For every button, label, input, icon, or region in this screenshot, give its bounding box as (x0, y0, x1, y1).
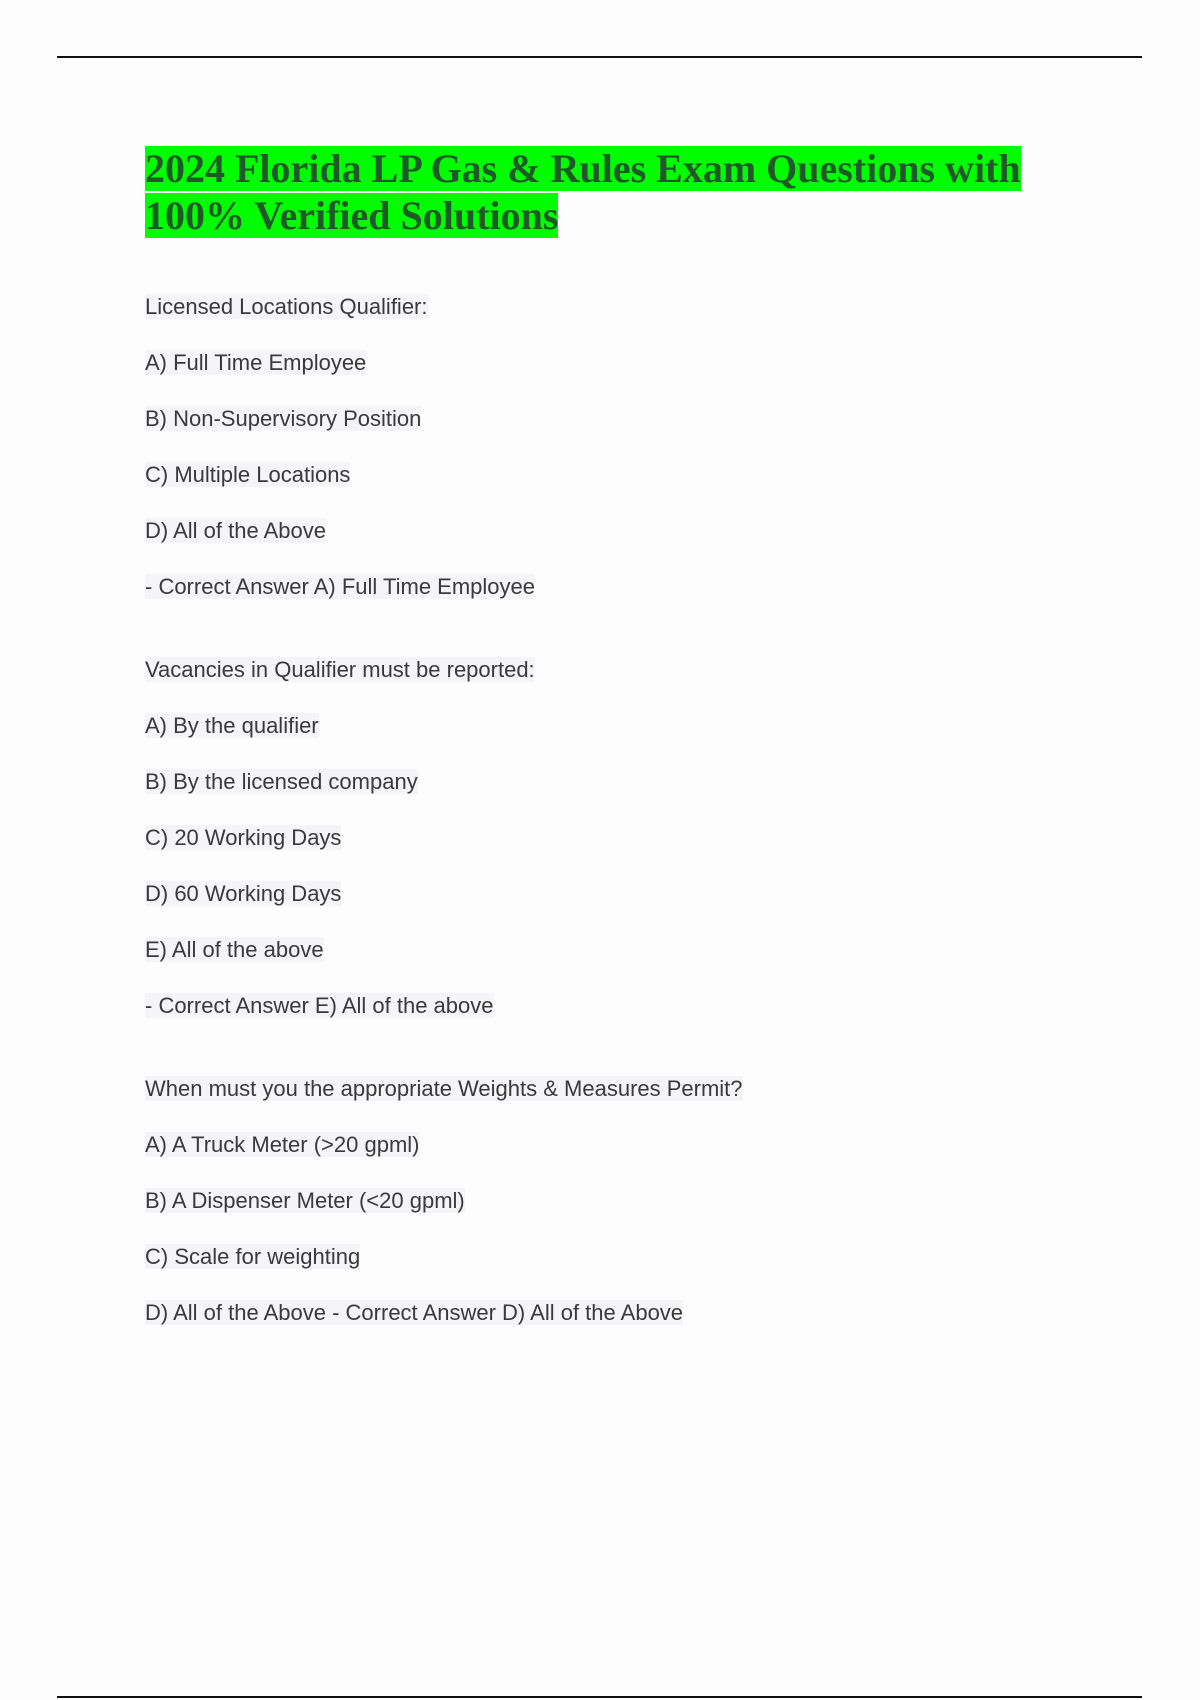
answer-option: C) Scale for weighting (145, 1244, 361, 1269)
answer-option: B) Non-Supervisory Position (145, 406, 422, 431)
question-block (145, 1075, 1095, 1327)
title-line-2: 100% Verified Solutions (145, 193, 559, 238)
answer-option: C) Multiple Locations (145, 462, 351, 487)
page-title (145, 145, 1065, 239)
question-list (145, 293, 1095, 1327)
question-prompt: Vacancies in Qualifier must be reported: (145, 657, 535, 682)
answer-option: B) A Dispenser Meter (<20 gpml) (145, 1188, 465, 1213)
answer-option: A) Full Time Employee (145, 350, 367, 375)
correct-answer: - Correct Answer E) All of the above (145, 993, 494, 1018)
answer-option: D) All of the Above (145, 518, 326, 543)
question-prompt: Licensed Locations Qualifier: (145, 294, 428, 319)
answer-option: A) A Truck Meter (>20 gpml) (145, 1132, 420, 1157)
question-block (145, 656, 1095, 1020)
answer-option: D) 60 Working Days (145, 881, 342, 906)
question-prompt: When must you the appropriate Weights & Measures Permit? (145, 1076, 743, 1101)
bottom-rule (57, 1696, 1142, 1698)
correct-answer: - Correct Answer A) Full Time Employee (145, 574, 536, 599)
answer-option: E) All of the above (145, 937, 324, 962)
answer-option: B) By the licensed company (145, 769, 418, 794)
answer-option: A) By the qualifier (145, 713, 319, 738)
title-line-1: 2024 Florida LP Gas & Rules Exam Questions with (145, 146, 1021, 191)
answer-option: C) 20 Working Days (145, 825, 342, 850)
top-rule (57, 56, 1142, 58)
answer-option-with-answer: D) All of the Above - Correct Answer D) All of the Above (145, 1300, 684, 1325)
question-block (145, 293, 1095, 601)
